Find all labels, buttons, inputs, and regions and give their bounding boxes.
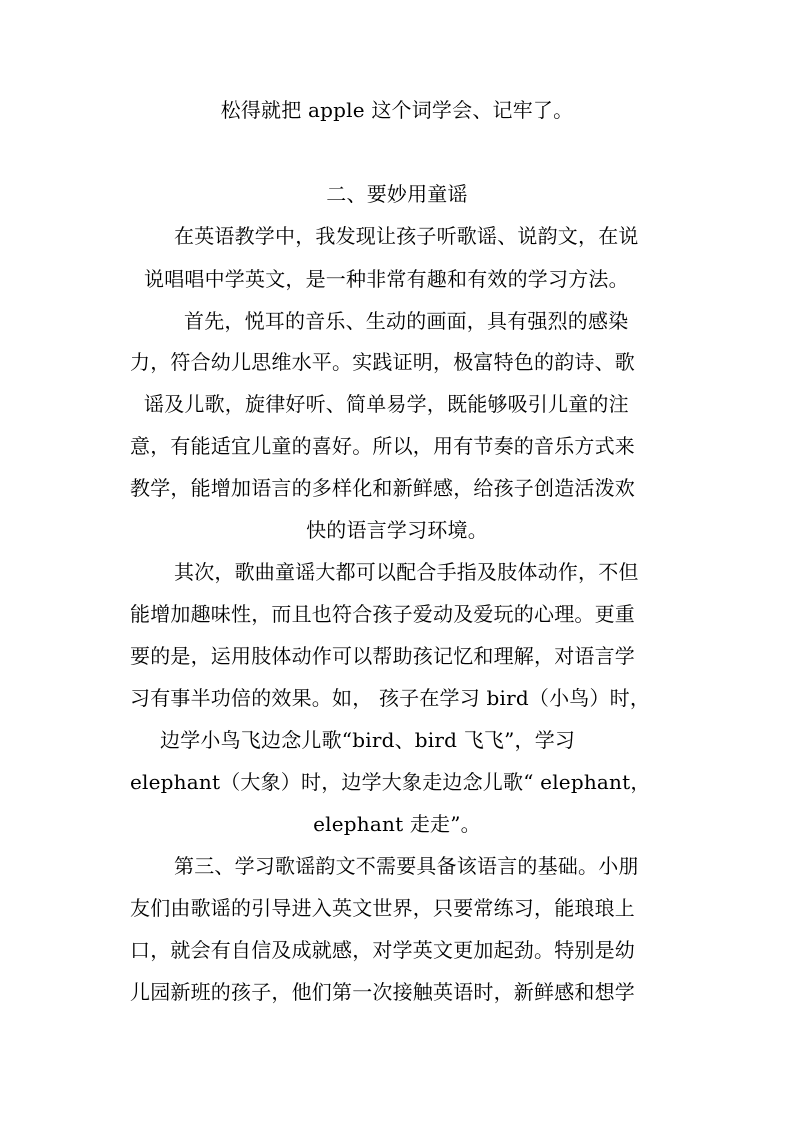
paragraph-line: 说唱唱中学英文，是一种非常有趣和有效的学习方法。 — [144, 267, 629, 291]
paragraph-line: 其次，歌曲童谣大都可以配合手指及肢体动作，不但 — [174, 560, 639, 584]
paragraph-line: 习有事半功倍的效果。如， 孩子在学习 bird（小鸟）时， — [130, 686, 651, 710]
paragraph-line: elephant 走走”。 — [313, 812, 481, 836]
paragraph-line: 力，符合幼儿思维水平。实践证明，极富特色的韵诗、歌 — [130, 350, 635, 374]
paragraph-line: 能增加趣味性，而且也符合孩子爱动及爱玩的心理。更重 — [130, 602, 635, 626]
paragraph-line: 边学小鸟飞边念儿歌“bird、bird 飞飞”，学习 — [160, 728, 576, 752]
paragraph-line: 首先，悦耳的音乐、生动的画面，具有强烈的感染 — [184, 309, 629, 333]
paragraph-line: 口，就会有自信及成就感，对学英文更加起劲。特别是幼 — [130, 938, 635, 962]
paragraph-line: 在英语教学中，我发现让孩子听歌谣、说韵文，在说 — [174, 224, 639, 248]
paragraph-line: 儿园新班的孩子，他们第一次接触英语时，新鲜感和想学 — [130, 980, 635, 1004]
section-heading: 二、要妙用童谣 — [326, 182, 468, 206]
paragraph-line: elephant（大象）时，边学大象走边念儿歌“ elephant， — [130, 770, 651, 794]
paragraph-line: 意，有能适宜儿童的喜好。所以，用有节奏的音乐方式来 — [130, 434, 635, 458]
paragraph-line: 第三、学习歌谣韵文不需要具备该语言的基础。小朋 — [174, 854, 639, 878]
paragraph-line: 谣及儿歌，旋律好听、简单易学，既能够吸引儿童的注 — [144, 392, 629, 416]
paragraph-line: 友们由歌谣的引导进入英文世界，只要常练习，能琅琅上 — [130, 896, 635, 920]
continuation-line: 松得就把 apple 这个词学会、记牢了。 — [220, 98, 574, 122]
paragraph-line: 教学，能增加语言的多样化和新鲜感，给孩子创造活泼欢 — [130, 476, 635, 500]
paragraph-line: 快的语言学习环境。 — [306, 518, 488, 542]
paragraph-line: 要的是，运用肢体动作可以帮助孩记忆和理解，对语言学 — [130, 644, 635, 668]
